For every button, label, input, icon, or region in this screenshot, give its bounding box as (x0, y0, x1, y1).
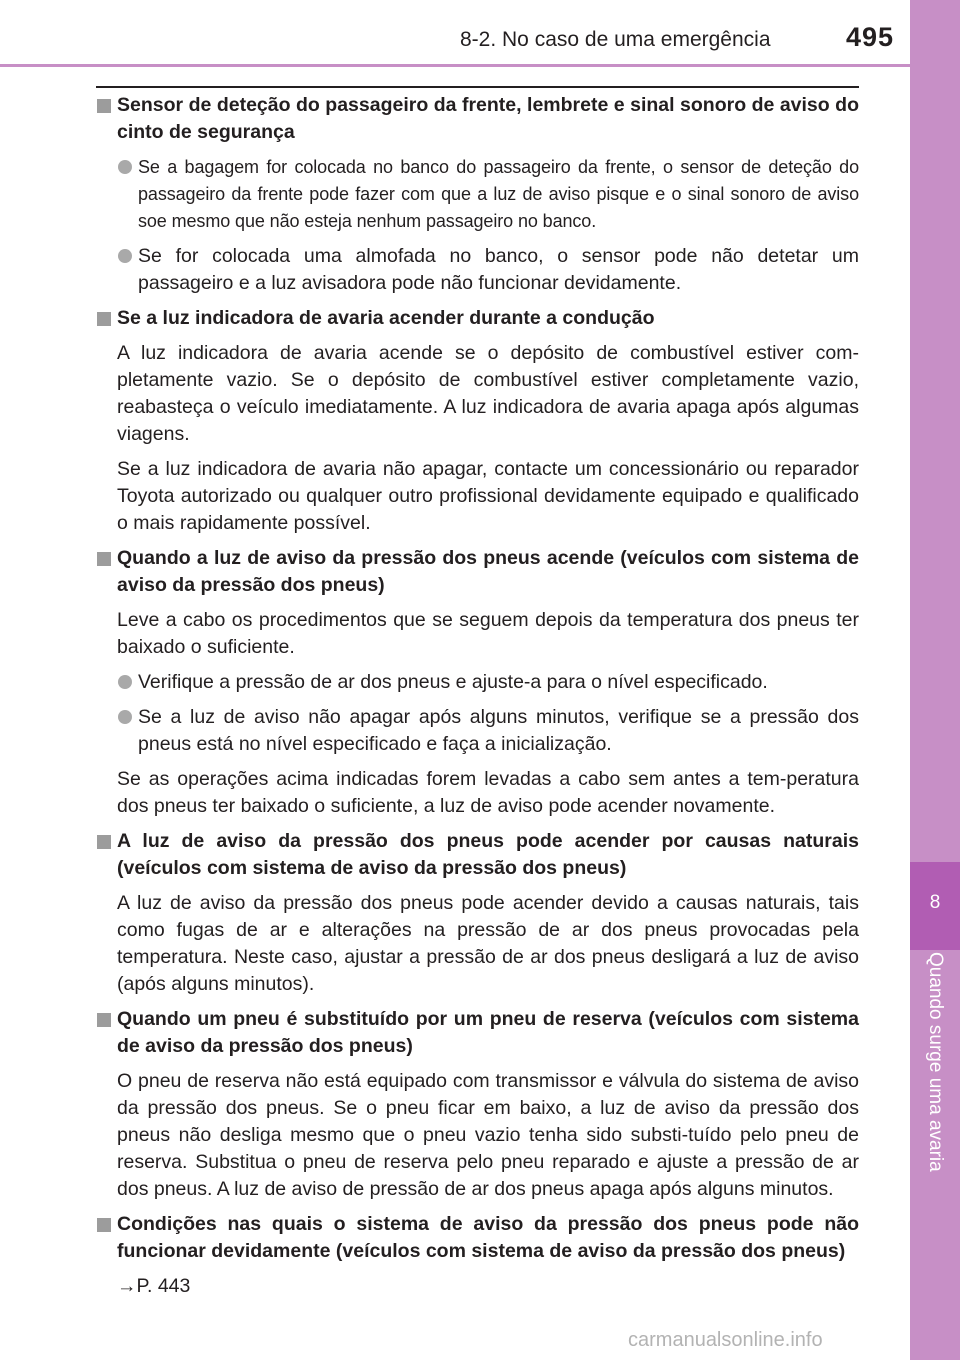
section-heading (96, 828, 859, 882)
bullet-item (96, 243, 859, 297)
section-heading (96, 92, 859, 146)
paragraph: Se as operações acima indicadas forem levadas a cabo sem antes a tem-peratura dos pneus ter baixado o suficiente, a luz de aviso pode acender novamente. (117, 768, 859, 817)
paragraph: A luz indicadora de avaria acende se o depósito de combustível estiver com-pletamente vazio. Se o depósito de combustível estiver completamente vazio, reabasteça o veículo imediatamente. A luz indicadora de avaria apaga após algumas viagens. (117, 342, 859, 445)
gray-circle-bullet-icon (118, 675, 132, 689)
gray-circle-bullet-icon (118, 160, 132, 174)
section-heading-text: A luz de aviso da pressão dos pneus pode acender por causas naturais (veículos com sistema de aviso da pressão dos pneus) (117, 830, 859, 879)
page-reference-link[interactable]: →P. 443 (117, 1275, 191, 1297)
bullet-item (96, 704, 859, 758)
section-heading-text: Sensor de deteção do passageiro da frente, lembrete e sinal sonoro de aviso do cinto de segurança (117, 94, 859, 143)
bullet-text: Se a bagagem for colocada no banco do passageiro da frente, o sensor de deteção do passageiro da frente pode fazer com que a luz de aviso pisque e o sinal sonoro de aviso soe mesmo que não esteja nenhum passageiro no banco. (138, 157, 859, 231)
section-heading-text: Condições nas quais o sistema de aviso da pressão dos pneus pode não funcionar devidamente (veículos com sistema de aviso da pressão dos pneus) (117, 1213, 859, 1262)
paragraph: Se a luz indicadora de avaria não apagar, contacte um concessionário ou reparador Toyota autorizado ou qualquer outro profissional devidamente equipado e qualificado o mais rapidamente possível. (117, 458, 859, 534)
section-heading (96, 305, 859, 332)
bullet-item (96, 669, 859, 696)
bullet-text: Se for colocada uma almofada no banco, o sensor pode não detetar um passageiro e a luz avisadora pode não funcionar devidamente. (138, 245, 859, 294)
bullet-text: Se a luz de aviso não apagar após alguns minutos, verifique se a pressão dos pneus está no nível especificado e faça a inicialização. (138, 706, 859, 755)
header-divider (0, 64, 910, 67)
section-heading (96, 545, 859, 599)
page-content (96, 92, 859, 1308)
gray-circle-bullet-icon (118, 249, 132, 263)
gray-square-icon (97, 552, 111, 566)
bullet-text: Verifique a pressão de ar dos pneus e ajuste-a para o nível especificado. (138, 671, 768, 693)
chapter-title-vertical: Quando surge uma avaria (925, 952, 946, 1172)
gray-circle-bullet-icon (118, 710, 132, 724)
section-heading-text: Quando um pneu é substituído por um pneu de reserva (veículos com sistema de aviso da pressão dos pneus) (117, 1008, 859, 1057)
page-number: 495 (846, 22, 895, 52)
section-heading (96, 1006, 859, 1060)
gray-square-icon (97, 835, 111, 849)
bullet-item (96, 154, 859, 235)
content-top-rule (96, 86, 859, 88)
chapter-number-box (910, 862, 960, 950)
chapter-number: 8 (929, 892, 941, 913)
page-header (0, 0, 960, 70)
paragraph: Leve a cabo os procedimentos que se seguem depois da temperatura dos pneus ter baixado o suficiente. (117, 609, 859, 658)
gray-square-icon (97, 99, 111, 113)
gray-square-icon (97, 1218, 111, 1232)
section-heading-text: Se a luz indicadora de avaria acender durante a condução (117, 307, 655, 329)
paragraph: A luz de aviso da pressão dos pneus pode acender devido a causas naturais, tais como fugas de ar e alterações na pressão de ar dos pneus provocadas pela temperatura. Neste caso, ajustar a pressão de ar dos pneus desligará a luz de aviso (após alguns minutos). (117, 892, 859, 995)
section-heading-text: Quando a luz de aviso da pressão dos pneus acende (veículos com sistema de aviso da pressão dos pneus) (117, 547, 859, 596)
section-heading (96, 1211, 859, 1265)
gray-square-icon (97, 1013, 111, 1027)
paragraph: O pneu de reserva não está equipado com transmissor e válvula do sistema de aviso da pressão dos pneus. Se o pneu ficar em baixo, a luz de aviso da pressão dos pneus não desliga mesmo que o pneu vazio tenha sido substi-tuído pelo pneu de reserva. Substitua o pneu de reserva pelo pneu reparado e ajuste a pressão de ar dos pneus. A luz de aviso de pressão de ar dos pneus apaga após alguns minutos. (117, 1070, 859, 1200)
section-title: 8-2. No caso de uma emergência (460, 28, 771, 51)
gray-square-icon (97, 312, 111, 326)
watermark: carmanualsonline.info (628, 1329, 823, 1351)
